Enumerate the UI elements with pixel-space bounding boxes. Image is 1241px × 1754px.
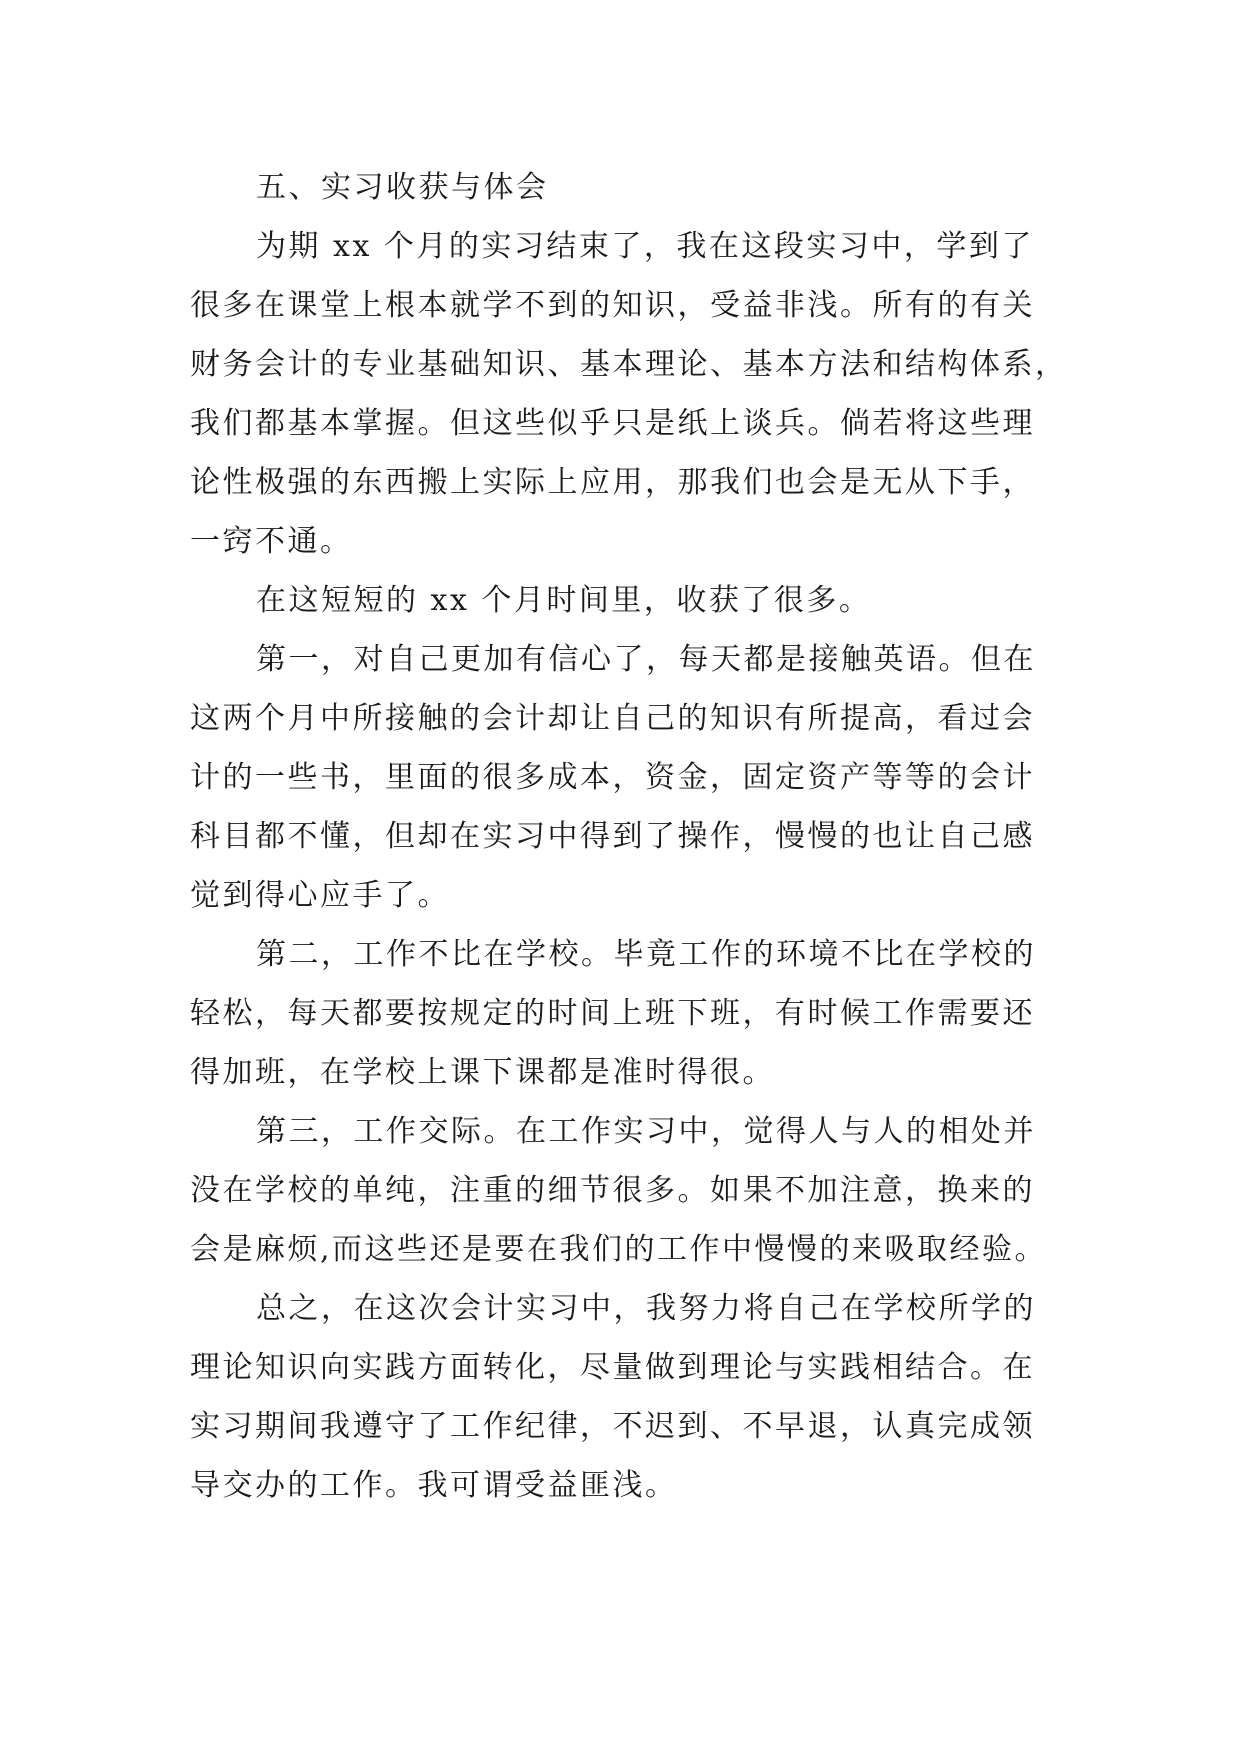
- document-body: [190, 158, 1068, 1515]
- paragraph-point-one: [190, 630, 1050, 925]
- paragraph-line: 一窍不通。: [190, 524, 353, 559]
- paragraph-intro: [190, 217, 1068, 571]
- paragraph-line: 没在学校的单纯，注重的细节很多。如果不加注意，换来的: [190, 1173, 1035, 1208]
- paragraph-line: 计的一些书，里面的很多成本，资金，固定资产等等的会计: [190, 760, 1035, 795]
- heading-text: 五、实习收获与体会: [256, 170, 549, 205]
- paragraph-line: 实习期间我遵守了工作纪律，不迟到、不早退，认真完成领: [190, 1409, 1035, 1444]
- section-heading: [190, 158, 1050, 217]
- paragraph-line: 轻松，每天都要按规定的时间上班下班，有时候工作需要还: [190, 996, 1035, 1031]
- paragraph-line: 会是麻烦,而这些还是要在我们的工作中慢慢的来吸取经验。: [190, 1232, 1048, 1267]
- paragraph-line: 第二，工作不比在学校。毕竟工作的环境不比在学校的: [256, 937, 1036, 972]
- paragraph-line: 觉到得心应手了。: [190, 878, 450, 913]
- paragraph-line: 理论知识向实践方面转化，尽量做到理论与实践相结合。在: [190, 1350, 1035, 1385]
- paragraph-line: 得加班，在学校上课下课都是准时得很。: [190, 1055, 775, 1090]
- paragraph-line: 财务会计的专业基础知识、基本理论、基本方法和结构体系，: [190, 347, 1068, 382]
- paragraph-point-three: [190, 1102, 1050, 1279]
- paragraph-line: 总之，在这次会计实习中，我努力将自己在学校所学的: [256, 1291, 1036, 1326]
- paragraph-point-two: [190, 925, 1050, 1102]
- paragraph-line: 第一，对自己更加有信心了，每天都是接触英语。但在: [256, 642, 1036, 677]
- paragraph-line: 为期 xx 个月的实习结束了，我在这段实习中，学到了: [256, 229, 1034, 264]
- paragraph-conclusion: [190, 1279, 1050, 1515]
- paragraph-line: 我们都基本掌握。但这些似乎只是纸上谈兵。倘若将这些理: [190, 406, 1035, 441]
- paragraph-line: 论性极强的东西搬上实际上应用，那我们也会是无从下手，: [190, 465, 1035, 500]
- paragraph-line: 科目都不懂，但却在实习中得到了操作，慢慢的也让自己感: [190, 819, 1035, 854]
- paragraph-line: 导交办的工作。我可谓受益匪浅。: [190, 1468, 678, 1503]
- paragraph-line: 第三，工作交际。在工作实习中，觉得人与人的相处并: [256, 1114, 1036, 1149]
- paragraph-summary-gain: [190, 571, 1050, 630]
- paragraph-line: 这两个月中所接触的会计却让自己的知识有所提高，看过会: [190, 701, 1035, 736]
- paragraph-line: 很多在课堂上根本就学不到的知识，受益非浅。所有的有关: [190, 288, 1035, 323]
- paragraph-line: 在这短短的 xx 个月时间里，收获了很多。: [256, 583, 872, 618]
